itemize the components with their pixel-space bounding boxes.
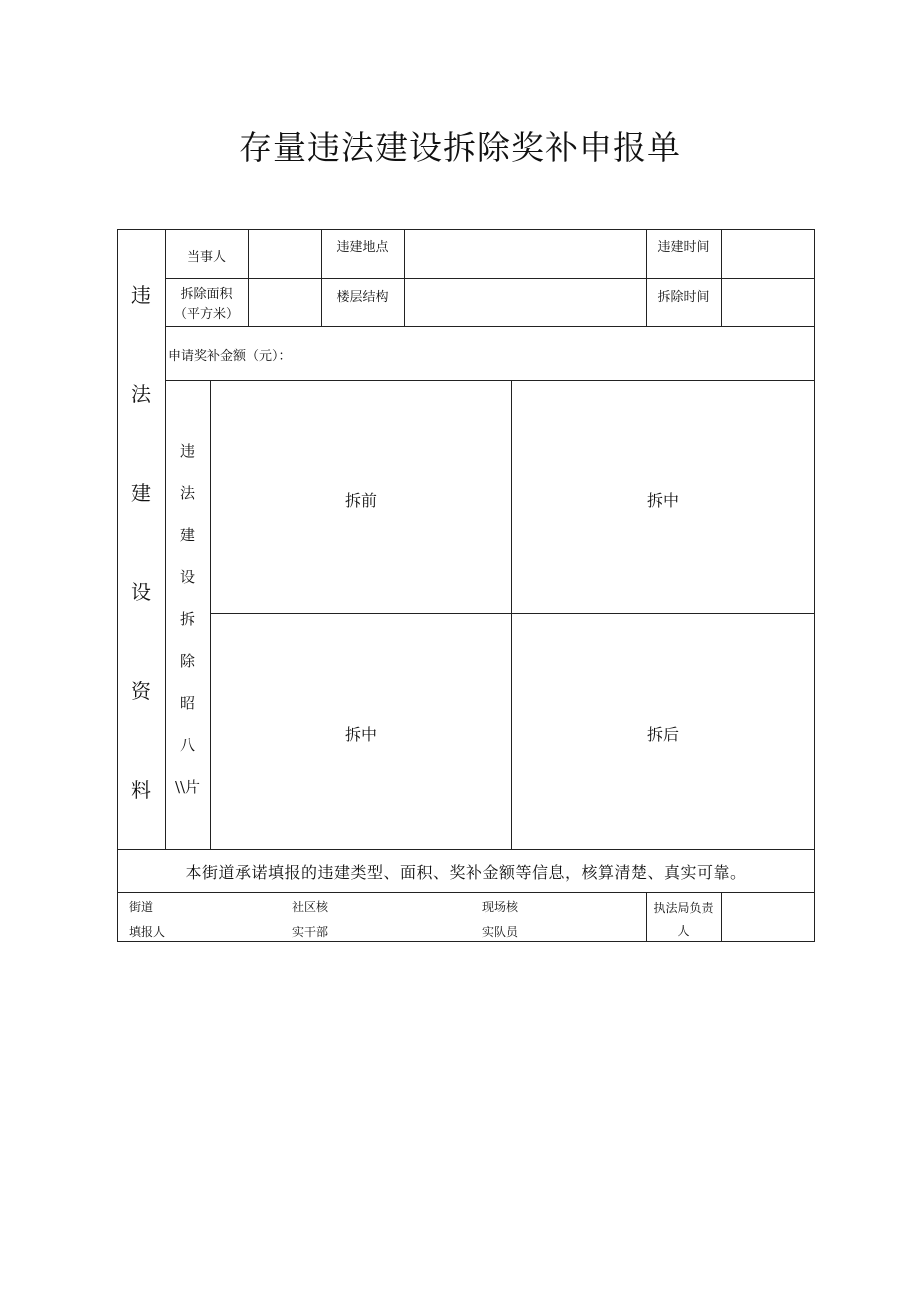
photo-side-char: 法 bbox=[179, 484, 195, 502]
row-divider bbox=[165, 380, 815, 381]
label-street-filler-line1: 街道 bbox=[129, 900, 154, 914]
structure-input[interactable] bbox=[405, 279, 646, 326]
label-demolished-area bbox=[165, 285, 248, 325]
label-site-verifier bbox=[482, 895, 518, 945]
page-title: 存量违法建设拆除奖补申报单 bbox=[239, 128, 681, 167]
photo-during-label: 拆中 bbox=[646, 491, 679, 510]
label-violation-time: 违建时间 bbox=[657, 240, 710, 255]
application-form-table bbox=[117, 229, 815, 942]
side-label-char: 料 bbox=[131, 778, 151, 802]
photo-divider bbox=[210, 613, 815, 614]
build-time-input[interactable] bbox=[722, 230, 814, 278]
label-street-filler bbox=[129, 895, 165, 945]
label-street-filler-line2: 填报人 bbox=[129, 925, 166, 939]
side-label-illegal-construction-materials bbox=[117, 285, 165, 879]
side-label-char: 法 bbox=[131, 382, 151, 406]
table-border-right bbox=[814, 229, 815, 942]
side-label-char: 设 bbox=[131, 580, 151, 604]
row-divider bbox=[165, 326, 815, 327]
photo-side-char: 八 bbox=[179, 736, 195, 754]
row-divider bbox=[117, 849, 815, 850]
photo-before-label: 拆前 bbox=[344, 491, 377, 510]
label-site-verifier-line2: 实队员 bbox=[482, 925, 519, 939]
photo-side-char: 违 bbox=[179, 442, 195, 460]
photo-side-char: \\片 bbox=[174, 778, 201, 796]
photo-side-char: 设 bbox=[179, 568, 195, 586]
photo-side-char: 除 bbox=[179, 652, 195, 670]
label-community-verifier-line1: 社区核 bbox=[292, 900, 329, 914]
photo-side-divider bbox=[210, 380, 211, 849]
label-demolished-area-line2: （平方米） bbox=[173, 307, 239, 322]
party-input[interactable] bbox=[249, 230, 321, 278]
photo-during-label-2: 拆中 bbox=[344, 725, 377, 744]
side-label-char: 资 bbox=[131, 679, 151, 703]
label-community-verifier-line2: 实干部 bbox=[292, 925, 329, 939]
photo-side-label bbox=[165, 443, 210, 821]
label-site-verifier-line1: 现场核 bbox=[482, 900, 519, 914]
area-input[interactable] bbox=[249, 279, 321, 326]
label-enforcement-head-line2: 人 bbox=[677, 924, 690, 938]
label-enforcement-head bbox=[646, 897, 721, 943]
photo-center-divider bbox=[511, 380, 512, 849]
demolition-time-input[interactable] bbox=[722, 279, 814, 326]
enforcement-head-signature-input[interactable] bbox=[722, 893, 814, 941]
label-subsidy-amount: 申请奖补金额（元）： bbox=[168, 349, 292, 364]
promise-statement: 本街道承诺填报的违建类型、面积、奖补金额等信息，核算清楚、真实可靠。 bbox=[185, 863, 747, 882]
side-label-char: 违 bbox=[131, 283, 151, 307]
label-party: 当事人 bbox=[186, 250, 226, 265]
side-label-char: 建 bbox=[131, 481, 151, 505]
photo-side-char: 拆 bbox=[179, 610, 195, 628]
photo-after-label: 拆后 bbox=[646, 725, 679, 744]
label-violation-location: 违建地点 bbox=[336, 240, 389, 255]
photo-side-char: 建 bbox=[179, 526, 195, 544]
label-demolished-area-line1: 拆除面积 bbox=[180, 287, 233, 302]
label-demolition-time: 拆除时间 bbox=[657, 290, 710, 305]
location-input[interactable] bbox=[405, 230, 646, 278]
photo-side-char: 昭 bbox=[179, 694, 195, 712]
label-enforcement-head-line1: 执法局负责 bbox=[653, 901, 714, 915]
label-community-verifier bbox=[292, 895, 328, 945]
label-floor-structure: 楼层结构 bbox=[336, 290, 389, 305]
row-divider bbox=[117, 892, 815, 893]
